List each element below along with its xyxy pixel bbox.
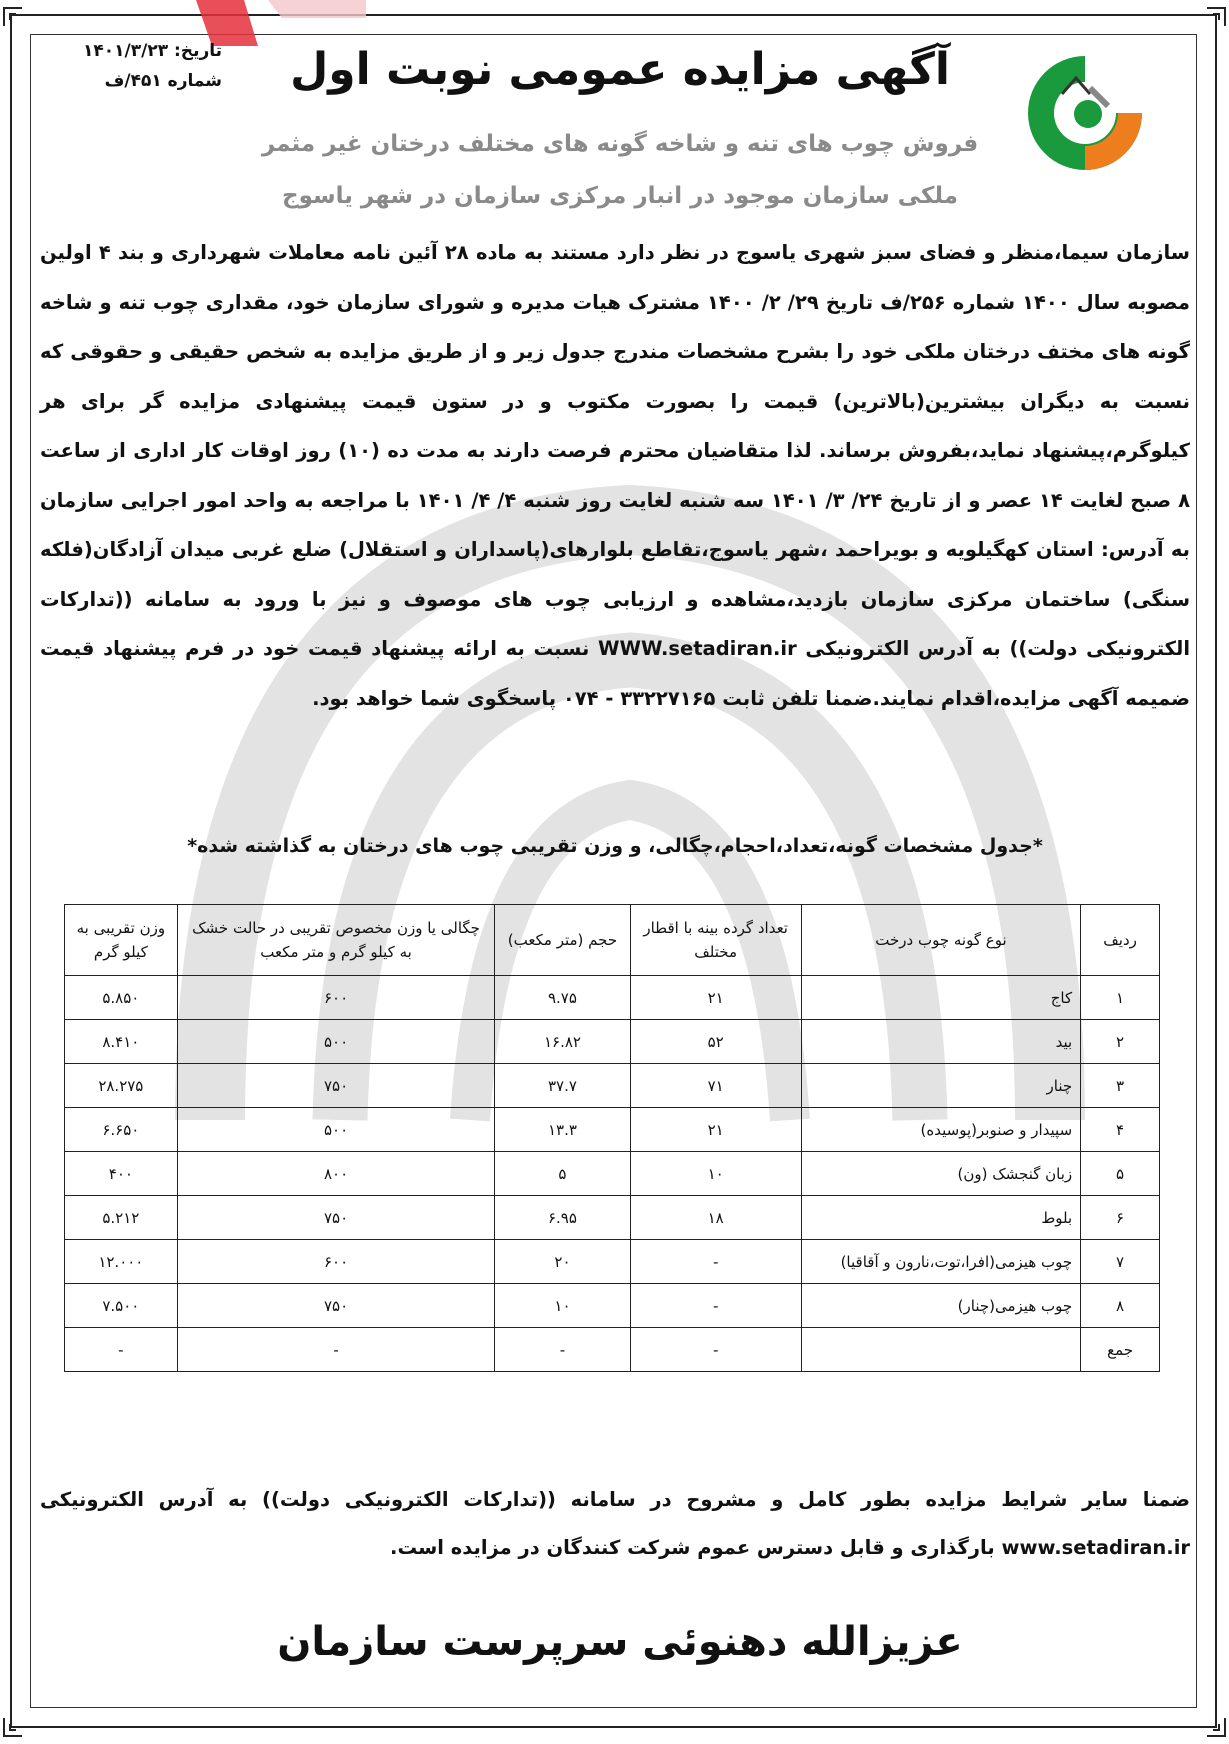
cell-density: ۶۰۰ xyxy=(177,976,495,1020)
cell-log-count: - xyxy=(630,1328,801,1372)
cell-row-number: ۸ xyxy=(1081,1284,1160,1328)
cell-log-count: ۱۰ xyxy=(630,1152,801,1196)
cell-density: ۷۵۰ xyxy=(177,1196,495,1240)
cell-density: ۶۰۰ xyxy=(177,1240,495,1284)
cell-volume: ۱۶.۸۲ xyxy=(495,1020,630,1064)
corner-ornament-icon xyxy=(1205,1716,1227,1738)
cell-row-number: ۴ xyxy=(1081,1108,1160,1152)
table-row xyxy=(65,1108,1160,1152)
table-row xyxy=(65,1196,1160,1240)
cell-species: سپیدار و صنوبر(پوسیده) xyxy=(801,1108,1080,1152)
wood-specification-table xyxy=(64,904,1160,1372)
cell-row-number: ۵ xyxy=(1081,1152,1160,1196)
cell-species xyxy=(801,1328,1080,1372)
table-row xyxy=(65,1020,1160,1064)
subtitle-line: ملکی سازمان موجود در انبار مرکزی سازمان در شهر یاسوج xyxy=(282,183,958,209)
table-row xyxy=(65,1240,1160,1284)
cell-log-count: - xyxy=(630,1284,801,1328)
table-row xyxy=(65,1152,1160,1196)
cell-log-count: ۲۱ xyxy=(630,1108,801,1152)
cell-weight: ۸.۴۱۰ xyxy=(65,1020,178,1064)
header-row-number: ردیف xyxy=(1081,905,1160,976)
date-label: تاریخ: ۱۴۰۱/۳/۲۳ xyxy=(83,41,222,61)
cell-species: چوب هیزمی(افرا،توت،نارون و آقاقیا) xyxy=(801,1240,1080,1284)
header-species: نوع گونه چوب درخت xyxy=(801,905,1080,976)
cell-weight: ۴۰۰ xyxy=(65,1152,178,1196)
notice-subtitle xyxy=(230,118,1010,222)
notice-title: آگهی مزایده عمومی نوبت اول xyxy=(290,44,950,95)
cell-volume: ۵ xyxy=(495,1152,630,1196)
cell-volume: ۹.۷۵ xyxy=(495,976,630,1020)
cell-species: کاج xyxy=(801,976,1080,1020)
cell-weight: ۷.۵۰۰ xyxy=(65,1284,178,1328)
cell-density: ۵۰۰ xyxy=(177,1108,495,1152)
cell-volume: ۱۰ xyxy=(495,1284,630,1328)
cell-log-count: ۱۸ xyxy=(630,1196,801,1240)
cell-species: زبان گنجشک (ون) xyxy=(801,1152,1080,1196)
cell-density: ۵۰۰ xyxy=(177,1020,495,1064)
cell-row-number: ۷ xyxy=(1081,1240,1160,1284)
notice-footer: ضمنا سایر شرایط مزایده بطور کامل و مشروح در سامانه ((تدارکات الکترونیکی دولت)) به آدرس الکترونیکی www.setadiran.ir بارگذاری و قابل دسترس عموم شرکت کنندگان در مزایده است. xyxy=(40,1488,1190,1559)
header-density: چگالی یا وزن مخصوص تقریبی در حالت خشک به کیلو گرم و متر مکعب xyxy=(177,905,495,976)
cell-weight: ۱۲.۰۰۰ xyxy=(65,1240,178,1284)
cell-weight: ۵.۸۵۰ xyxy=(65,976,178,1020)
cell-row-number: ۶ xyxy=(1081,1196,1160,1240)
header-log-count: تعداد گرده بینه با اقطار مختلف xyxy=(630,905,801,976)
cell-volume: ۶.۹۵ xyxy=(495,1196,630,1240)
corner-ornament-icon xyxy=(2,6,24,28)
cell-log-count: ۵۲ xyxy=(630,1020,801,1064)
header-volume: حجم (متر مکعب) xyxy=(495,905,630,976)
table-row xyxy=(65,1064,1160,1108)
cell-species: بید xyxy=(801,1020,1080,1064)
reference-number: شماره ۴۵۱/ف xyxy=(104,71,222,91)
header-weight: وزن تقریبی به کیلو گرم xyxy=(65,905,178,976)
cell-species: چوب هیزمی(چنار) xyxy=(801,1284,1080,1328)
cell-weight: ۶.۶۵۰ xyxy=(65,1108,178,1152)
notice-body: سازمان سیما،منظر و فضای سبز شهری یاسوج در نظر دارد مستند به ماده ۲۸ آئین نامه معاملات شهرداری و بند ۴ اولین مصوبه سال ۱۴۰۰ شماره ۲۵۶/ف تاریخ ۲۹/ ۲/ ۱۴۰۰ مشترک هیات مدیره و شورای سازمان خود، مقداری چوب تنه و شاخه گونه های مختف درختان ملکی خود را بشرح مشخصات مندرج جدول زیر و از طریق مزایده به شخص حقیقی و حقوقی که نسبت به دیگران بیشترین(بالاترین) قیمت را بصورت مکتوب و در ستون قیمت پیشنهادی مزایده گر برای هر کیلوگرم،پیشنهاد نماید،بفروش برساند. لذا متقاضیان محترم فرصت دارند به مدت ده (۱۰) روز اوقات کار اداری از ساعت ۸ صبح لغایت ۱۴ عصر و از تاریخ ۲۴/ ۳/ ۱۴۰۱ سه شنبه لغایت روز شنبه ۴/ ۴/ ۱۴۰۱ با مراجعه به واحد امور اجرایی سازمان به آدرس: استان کهگیلویه و بویراحمد ،شهر یاسوج،تقاطع بلوارهای(پاسداران و استقلال) ضلع غربی میدان آزادگان(فلکه سنگی) ساختمان مرکزی سازمان بازدید،مشاهده و ارزیابی چوب های موصوف و نیز با ورود به سامانه ((تدارکات الکترونیکی دولت)) به آدرس الکترونیکی WWW.setadiran.ir نسبت به ارائه پیشنهاد قیمت خود در فرم پیشنهاد قیمت ضمیمه آگهی مزایده،اقدام نمایند.ضمنا تلفن ثابت ۳۳۲۲۷۱۶۵ - ۰۷۴ پاسخگوی شما خواهد بود. xyxy=(40,241,1191,710)
subtitle-line: فروش چوب های تنه و شاخه گونه های مختلف درختان غیر مثمر xyxy=(261,131,979,157)
corner-ornament-icon xyxy=(2,1716,24,1738)
table-header-row xyxy=(65,905,1160,976)
cell-species: چنار xyxy=(801,1064,1080,1108)
cell-total-label: جمع xyxy=(1081,1328,1160,1372)
cell-density: ۷۵۰ xyxy=(177,1284,495,1328)
corner-ornament-icon xyxy=(1205,6,1227,28)
cell-row-number: ۱ xyxy=(1081,976,1160,1020)
cell-volume: ۲۰ xyxy=(495,1240,630,1284)
cell-weight: ۵.۲۱۲ xyxy=(65,1196,178,1240)
cell-density: - xyxy=(177,1328,495,1372)
table-row xyxy=(65,1284,1160,1328)
signatory: عزیزالله دهنوئی سرپرست سازمان xyxy=(277,1619,963,1665)
organization-logo-icon xyxy=(1020,48,1150,178)
cell-log-count: - xyxy=(630,1240,801,1284)
cell-log-count: ۲۱ xyxy=(630,976,801,1020)
cell-log-count: ۷۱ xyxy=(630,1064,801,1108)
cell-volume: ۳۷.۷ xyxy=(495,1064,630,1108)
cell-weight: ۲۸.۲۷۵ xyxy=(65,1064,178,1108)
date-number-block xyxy=(42,36,222,96)
cell-weight: - xyxy=(65,1328,178,1372)
cell-volume: - xyxy=(495,1328,630,1372)
table-total-row xyxy=(65,1328,1160,1372)
cell-density: ۸۰۰ xyxy=(177,1152,495,1196)
cell-volume: ۱۳.۳ xyxy=(495,1108,630,1152)
cell-row-number: ۲ xyxy=(1081,1020,1160,1064)
table-row xyxy=(65,976,1160,1020)
cell-density: ۷۵۰ xyxy=(177,1064,495,1108)
cell-species: بلوط xyxy=(801,1196,1080,1240)
cell-row-number: ۳ xyxy=(1081,1064,1160,1108)
table-caption: *جدول مشخصات گونه،تعداد،احجام،چگالی، و وزن تقریبی چوب های درختان به گذاشته شده* xyxy=(187,835,1043,857)
